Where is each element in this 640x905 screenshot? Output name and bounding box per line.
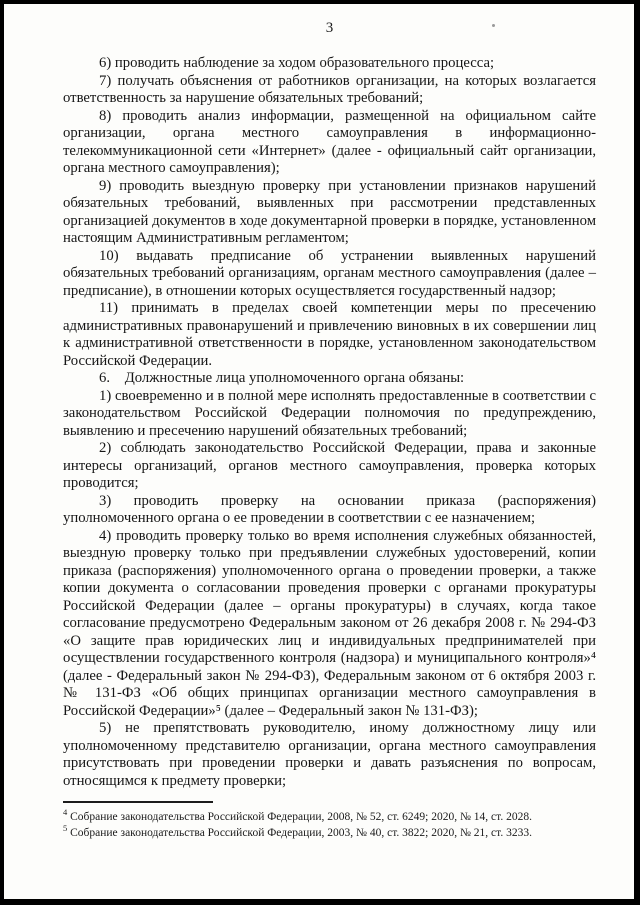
footnote-separator — [63, 801, 213, 803]
footnotes — [63, 807, 596, 841]
document-page — [4, 4, 634, 899]
paragraph: 9) проводить выездную проверку при установлении признаков нарушений обязательных требований, выявленных при рассмотрении представленных организацией документов в ходе документарной проверки в порядке, установленном настоящим Административным регламентом; — [63, 177, 596, 246]
document-body — [63, 55, 596, 790]
footnote-marker: 4 — [63, 807, 68, 818]
paragraph: 5) не препятствовать руководителю, иному должностному лицу или уполномоченному представителю организации, органа местного самоуправления присутствовать при проведении проверки и давать разъяснения по вопросам, относящимся к предмету проверки; — [63, 720, 596, 789]
footnote — [63, 822, 596, 842]
paragraph: 10) выдавать предписание об устранении выявленных нарушений обязательных требований организациям, органам местного самоуправления (далее – предписание), в отношении которых осуществляется государственный надзор; — [63, 247, 596, 299]
paragraph: 7) получать объяснения от работников организации, на которых возлагается ответственность за нарушение обязательных требований; — [63, 72, 596, 106]
footnote — [63, 807, 596, 826]
paragraph: 6) проводить наблюдение за ходом образовательного процесса; — [99, 55, 495, 71]
scan-artifact-dot — [492, 24, 495, 27]
paragraph: 8) проводить анализ информации, размещенной на официальном сайте организации, органа местного самоуправления в информационно-телекоммуникационной сети «Интернет» (далее - официальный сайт организации, органа местного самоуправления); — [63, 107, 596, 176]
page-number: 3 — [325, 20, 334, 36]
footnote-text: Собрание законодательства Российской Федерации, 2003, № 40, ст. 3822; 2020, № 21, ст. 3233. — [70, 826, 532, 839]
page-content — [4, 4, 634, 841]
paragraph: 6. Должностные лица уполномоченного органа обязаны: — [99, 370, 465, 386]
paragraph: 11) принимать в пределах своей компетенции меры по пресечению административных правонарушений и привлечению виновных в их совершении лиц к административной ответственности в порядке, установленном законодательством Российской Федерации. — [63, 300, 596, 369]
paragraph: 2) соблюдать законодательство Российской Федерации, права и законные интересы организаций, органов местного самоуправления, проверка которых проводится; — [63, 440, 596, 491]
paragraph: 4) проводить проверку только во время исполнения служебных обязанностей, выездную проверку только при предъявлении служебных удостоверений, копии приказа (распоряжения) уполномоченного органа о проведении проверки, а также копии документа о согласовании проведения проверки с органами прокуратуры Российской Федерации (далее – органы прокуратуры) в случаях, когда такое согласование предусмотрено Федеральным законом от 26 декабря 2008 г. № 294-ФЗ «О защите прав юридических лиц и индивидуальных предпринимателей при осуществлении государственного контроля (надзора) и муниципального контроля»⁴ (далее - Федеральный закон № 294-ФЗ), Федеральным законом от 6 октября 2003 г. № 131-ФЗ «Об общих принципах организации местного самоуправления в Российской Федерации»⁵ (далее – Федеральный закон № 131-ФЗ); — [63, 527, 596, 719]
paragraph: 3) проводить проверку на основании приказа (распоряжения) уполномоченного органа о ее проведении в соответствии с ее назначением; — [63, 492, 596, 526]
paragraph: 1) своевременно и в полной мере исполнять предоставленные в соответствии с законодательством Российской Федерации полномочия по предупреждению, выявлению и пресечению нарушений обязательных требований; — [63, 387, 596, 439]
footnote-marker: 5 — [63, 822, 68, 833]
footnote-text: Собрание законодательства Российской Федерации, 2008, № 52, ст. 6249; 2020, № 14, ст. 2028. — [70, 811, 532, 823]
